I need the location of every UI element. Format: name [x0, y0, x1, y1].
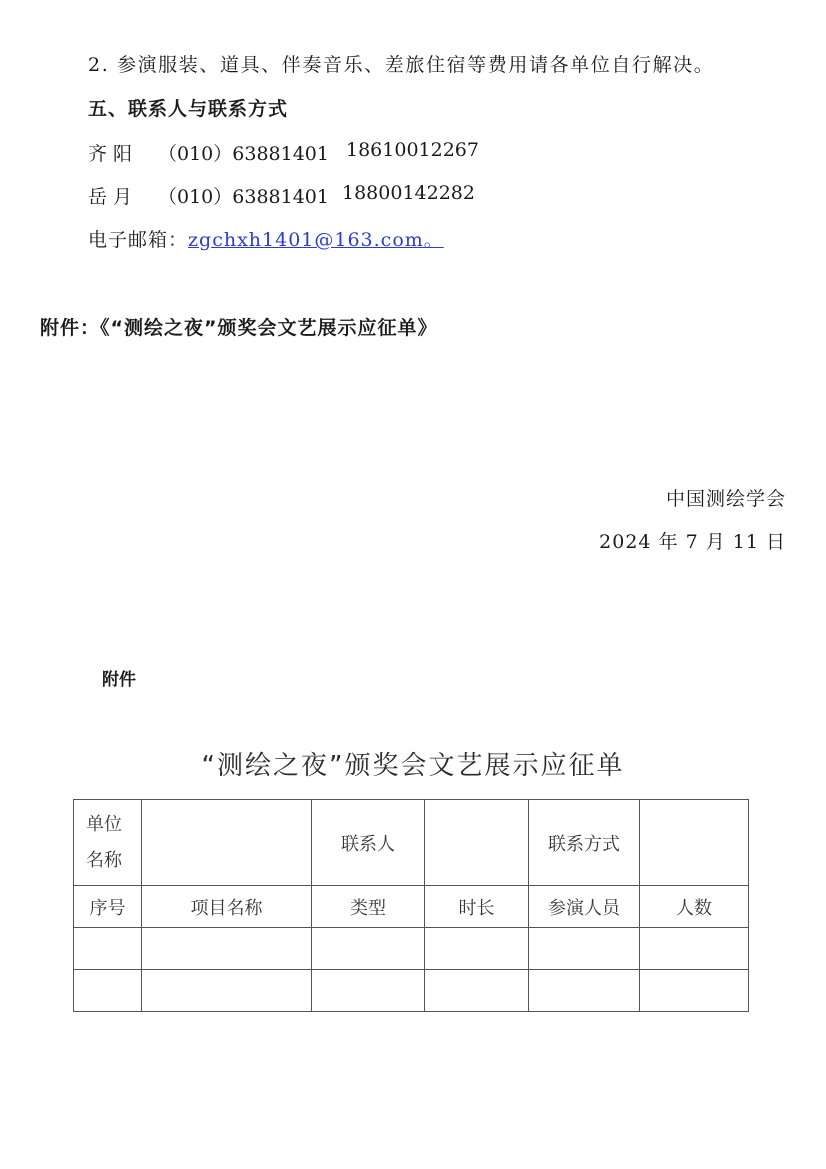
email-line	[88, 225, 444, 252]
application-form-table	[73, 799, 749, 1012]
count-cell[interactable]	[640, 928, 749, 970]
email-label: 电子邮箱：	[88, 229, 189, 251]
unit-name-field[interactable]	[142, 800, 312, 886]
contact-phone: （010）63881401	[158, 143, 329, 165]
performers-cell[interactable]	[529, 970, 640, 1012]
attachment-reference: 附件：《“测绘之夜”颁奖会文艺展示应征单》	[40, 317, 438, 339]
header-performers: 参演人员	[529, 886, 640, 928]
contact-row-2	[88, 182, 788, 208]
contact-name: 岳 月	[88, 186, 133, 208]
type-cell[interactable]	[312, 970, 425, 1012]
form-row-unit	[74, 800, 749, 886]
count-cell[interactable]	[640, 970, 749, 1012]
serial-cell[interactable]	[74, 928, 142, 970]
form-title: “测绘之夜”颁奖会文艺展示应征单	[201, 751, 625, 781]
unit-name-label: 单位 名称	[74, 800, 142, 886]
header-project-name: 项目名称	[142, 886, 312, 928]
contact-method-field[interactable]	[640, 800, 749, 886]
header-count: 人数	[640, 886, 749, 928]
contact-phone: （010）63881401	[158, 186, 329, 208]
table-row	[74, 928, 749, 970]
signature-date: 2024 年 7 月 11 日	[599, 531, 786, 553]
duration-cell[interactable]	[425, 970, 529, 1012]
table-row	[74, 970, 749, 1012]
signature-organization: 中国测绘学会	[665, 488, 786, 510]
section-5-heading: 五、联系人与联系方式	[88, 98, 289, 120]
notice-item-2: 2. 参演服装、道具、伴奏音乐、差旅住宿等费用请各单位自行解决。	[88, 54, 715, 76]
project-name-cell[interactable]	[142, 928, 312, 970]
performers-cell[interactable]	[529, 928, 640, 970]
contact-person-label: 联系人	[312, 800, 425, 886]
form-header-row	[74, 886, 749, 928]
email-link[interactable]: zgchxh1401@163.com。	[188, 229, 444, 251]
contact-method-label: 联系方式	[529, 800, 640, 886]
contact-row-1	[88, 139, 788, 165]
contact-mobile: 18610012267	[346, 139, 479, 161]
type-cell[interactable]	[312, 928, 425, 970]
contact-name: 齐 阳	[88, 143, 133, 165]
header-duration: 时长	[425, 886, 529, 928]
duration-cell[interactable]	[425, 928, 529, 970]
project-name-cell[interactable]	[142, 970, 312, 1012]
header-type: 类型	[312, 886, 425, 928]
contact-person-field[interactable]	[425, 800, 529, 886]
header-serial: 序号	[74, 886, 142, 928]
serial-cell[interactable]	[74, 970, 142, 1012]
attachment-label: 附件	[102, 670, 136, 690]
contact-mobile: 18800142282	[342, 182, 475, 204]
